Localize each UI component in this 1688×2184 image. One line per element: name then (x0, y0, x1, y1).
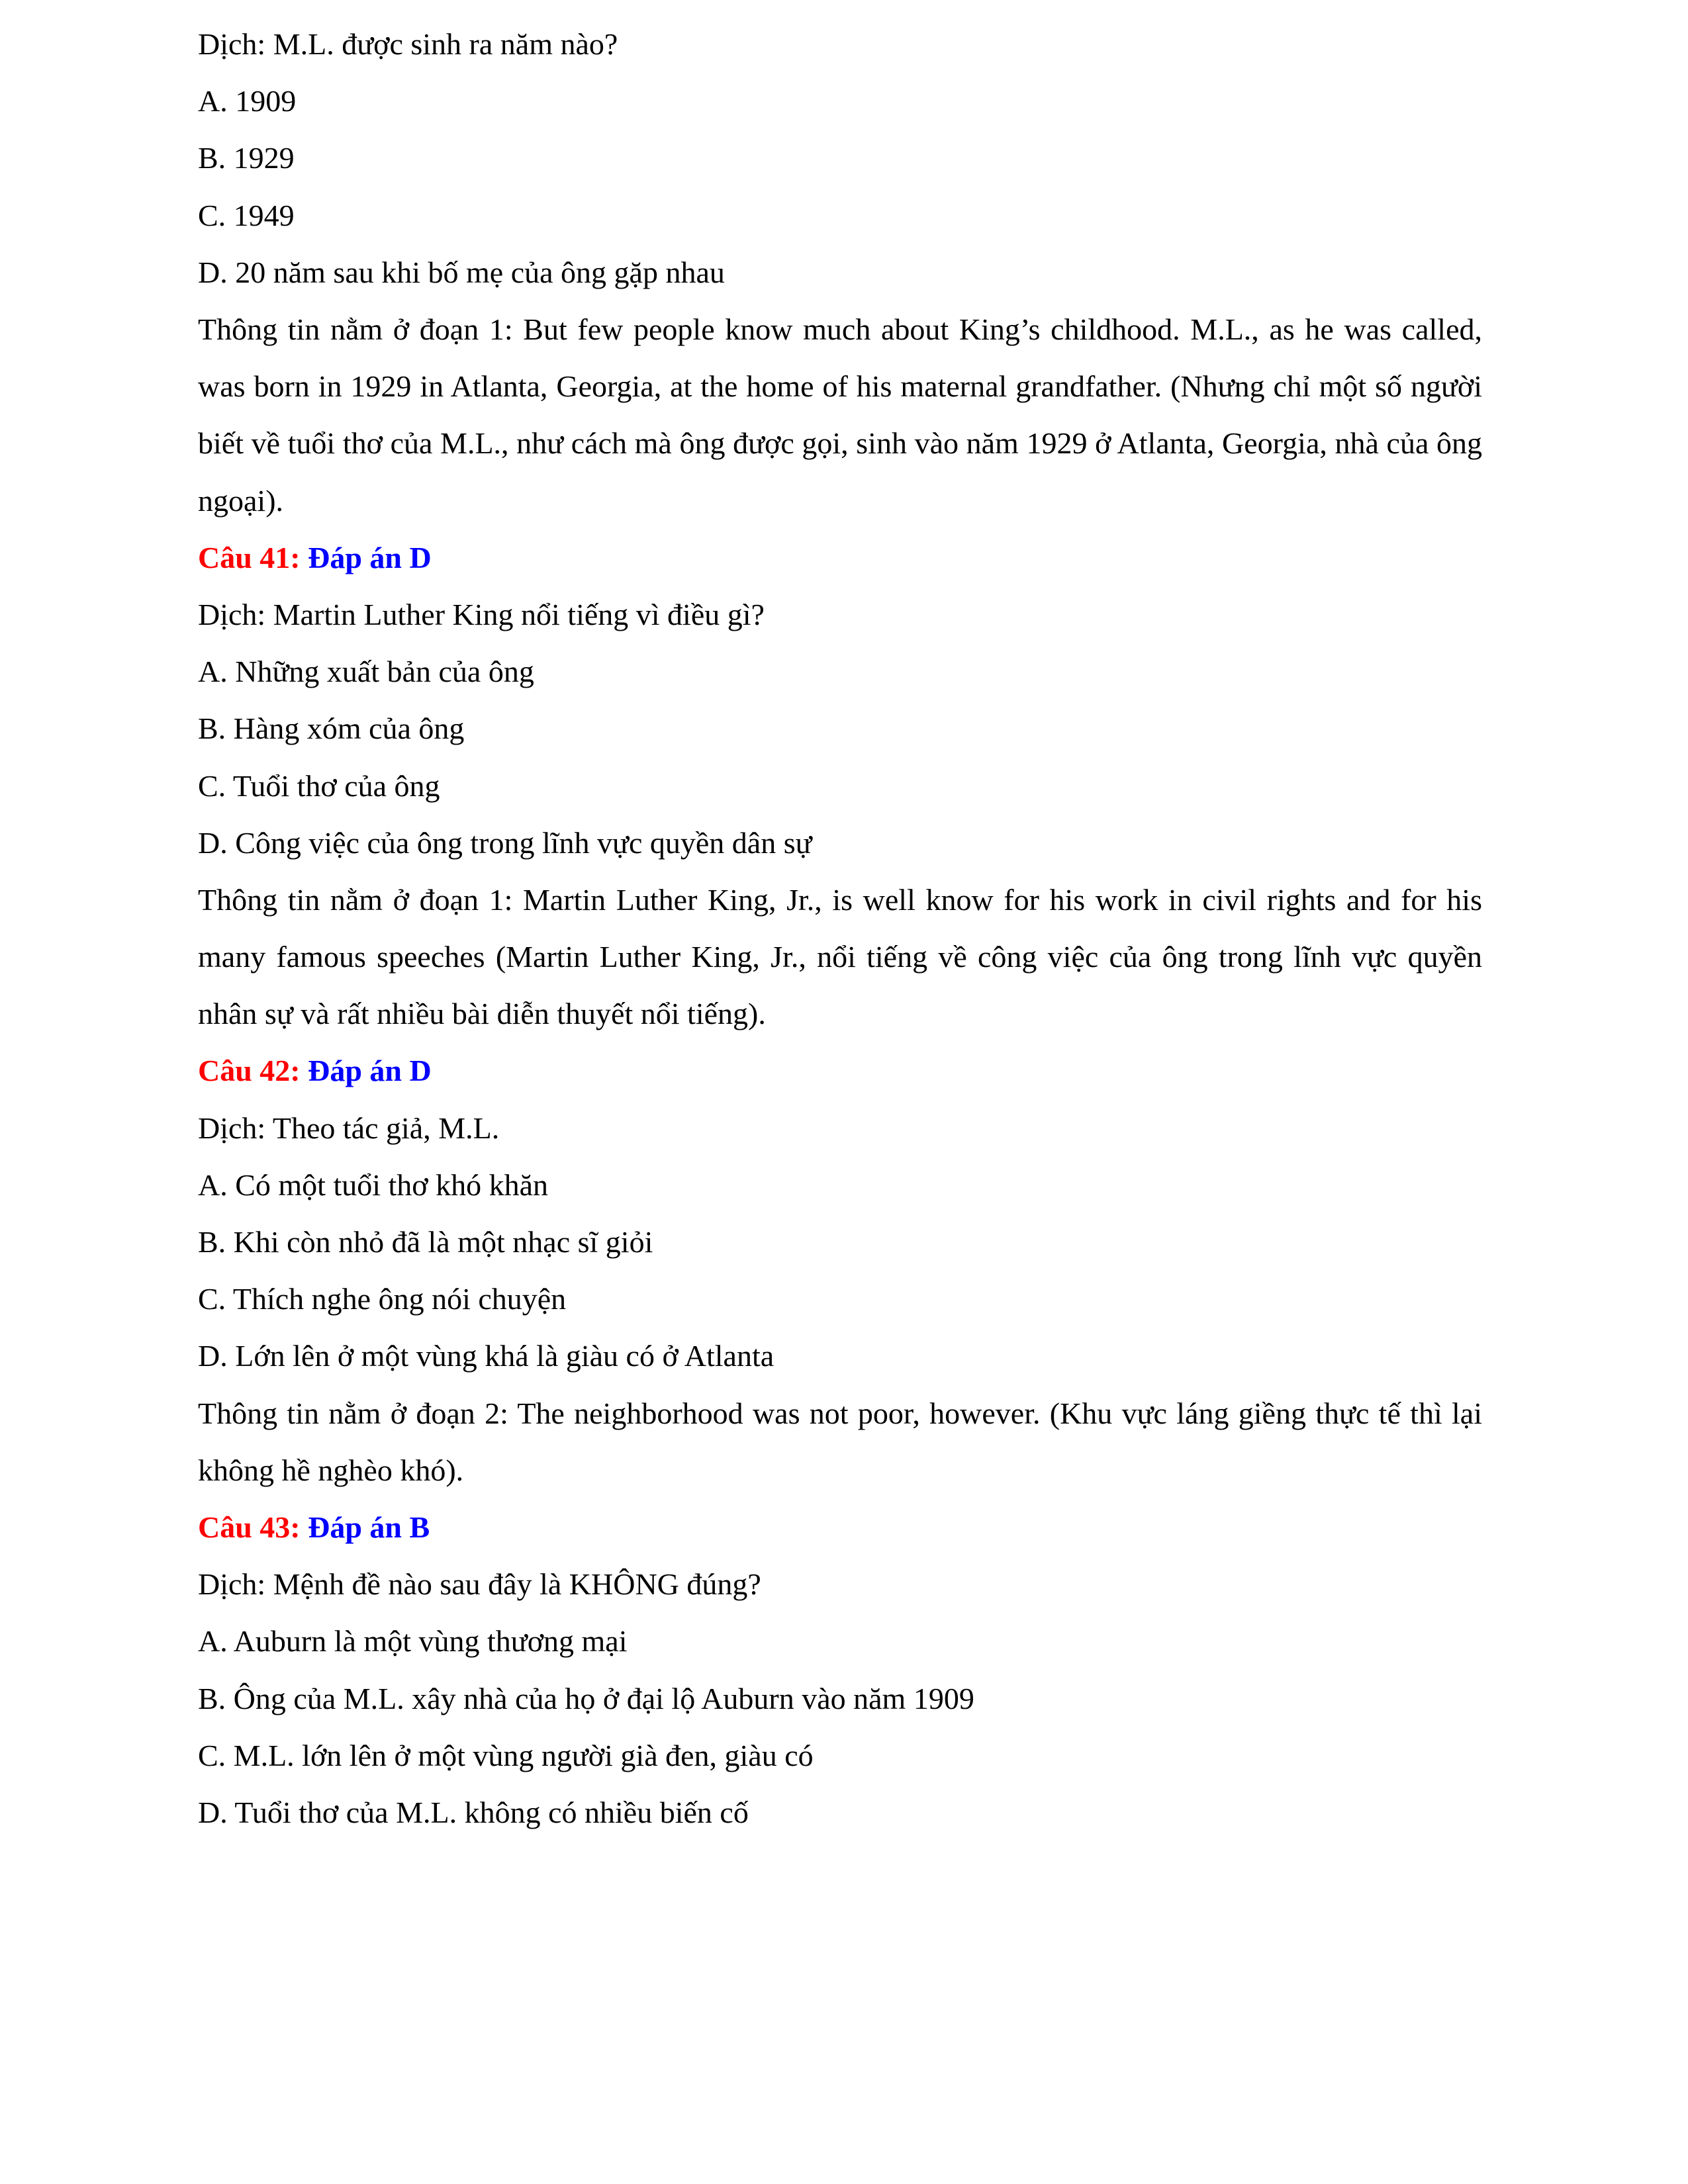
question-number: Câu 43: (198, 1510, 301, 1545)
option-a: A. 1909 (198, 84, 297, 118)
option-b: B. Khi còn nhỏ đã là một nhạc sĩ giỏi (198, 1225, 653, 1259)
question-number: Câu 41: (198, 540, 301, 574)
document-page (198, 16, 1482, 1841)
question-heading (198, 1042, 1482, 1099)
option-c: C. 1949 (198, 198, 295, 232)
question-heading (198, 1499, 1482, 1556)
option-d: D. 20 năm sau khi bố mẹ của ông gặp nhau (198, 255, 725, 289)
option-b: B. 1929 (198, 141, 295, 175)
option-a: A. Có một tuổi thơ khó khăn (198, 1167, 549, 1202)
option-d: D. Công việc của ông trong lĩnh vực quyền dân sự (198, 825, 812, 860)
option-b: B. Ông của M.L. xây nhà của họ ở đại lộ Auburn vào năm 1909 (198, 1681, 974, 1715)
answer-label: Đáp án B (308, 1510, 430, 1545)
question-translation: Dịch: Mệnh đề nào sau đây là KHÔNG đúng? (198, 1567, 761, 1602)
option-a: A. Những xuất bản của ông (198, 655, 534, 689)
question-translation: Dịch: Theo tác giả, M.L. (198, 1111, 500, 1145)
answer-label: Đáp án D (308, 1054, 432, 1088)
question-42 (198, 1042, 1482, 1499)
option-a: A. Auburn là một vùng thương mại (198, 1624, 628, 1659)
question-translation: Dịch: Martin Luther King nổi tiếng vì điều gì? (198, 597, 765, 631)
question-heading (198, 529, 1482, 586)
evidence-paragraph: Thông tin nằm ở đoạn 1: But few people know much about King’s childhood. M.L., as he was called, was born in 1929 in Atlanta, Georgia, at the home of his maternal grandfather. (Nhưng chỉ một số người biết về tuổi thơ của M.L., như cách mà ông được gọi, sinh vào năm 1929 ở Atlanta, Georgia, nhà của ông ngoại). (198, 312, 1482, 518)
evidence-paragraph: Thông tin nằm ở đoạn 1: Martin Luther King, Jr., is well know for his work in civil rights and for his many famous speeches (Martin Luther King, Jr., nổi tiếng về công việc của ông trong lĩnh vực quyền nhân sự và rất nhiều bài diễn thuyết nổi tiếng). (198, 882, 1482, 1031)
question-translation: Dịch: M.L. được sinh ra năm nào? (198, 27, 618, 61)
option-c: C. Thích nghe ông nói chuyện (198, 1282, 567, 1316)
question-43 (198, 1499, 1482, 1841)
question-41 (198, 529, 1482, 1043)
option-c: C. Tuổi thơ của ông (198, 768, 440, 803)
evidence-paragraph: Thông tin nằm ở đoạn 2: The neighborhood was not poor, however. (Khu vực láng giềng thực tế thì lại không hề nghèo khó). (198, 1396, 1482, 1487)
option-d: D. Tuổi thơ của M.L. không có nhiều biến cố (198, 1795, 749, 1829)
option-d: D. Lớn lên ở một vùng khá là giàu có ở Atlanta (198, 1339, 774, 1373)
question-number: Câu 42: (198, 1054, 301, 1088)
answer-label: Đáp án D (308, 540, 432, 574)
option-b: B. Hàng xóm của ông (198, 711, 465, 746)
option-c: C. M.L. lớn lên ở một vùng người già đen, giàu có (198, 1738, 814, 1772)
question-40 (198, 16, 1482, 529)
